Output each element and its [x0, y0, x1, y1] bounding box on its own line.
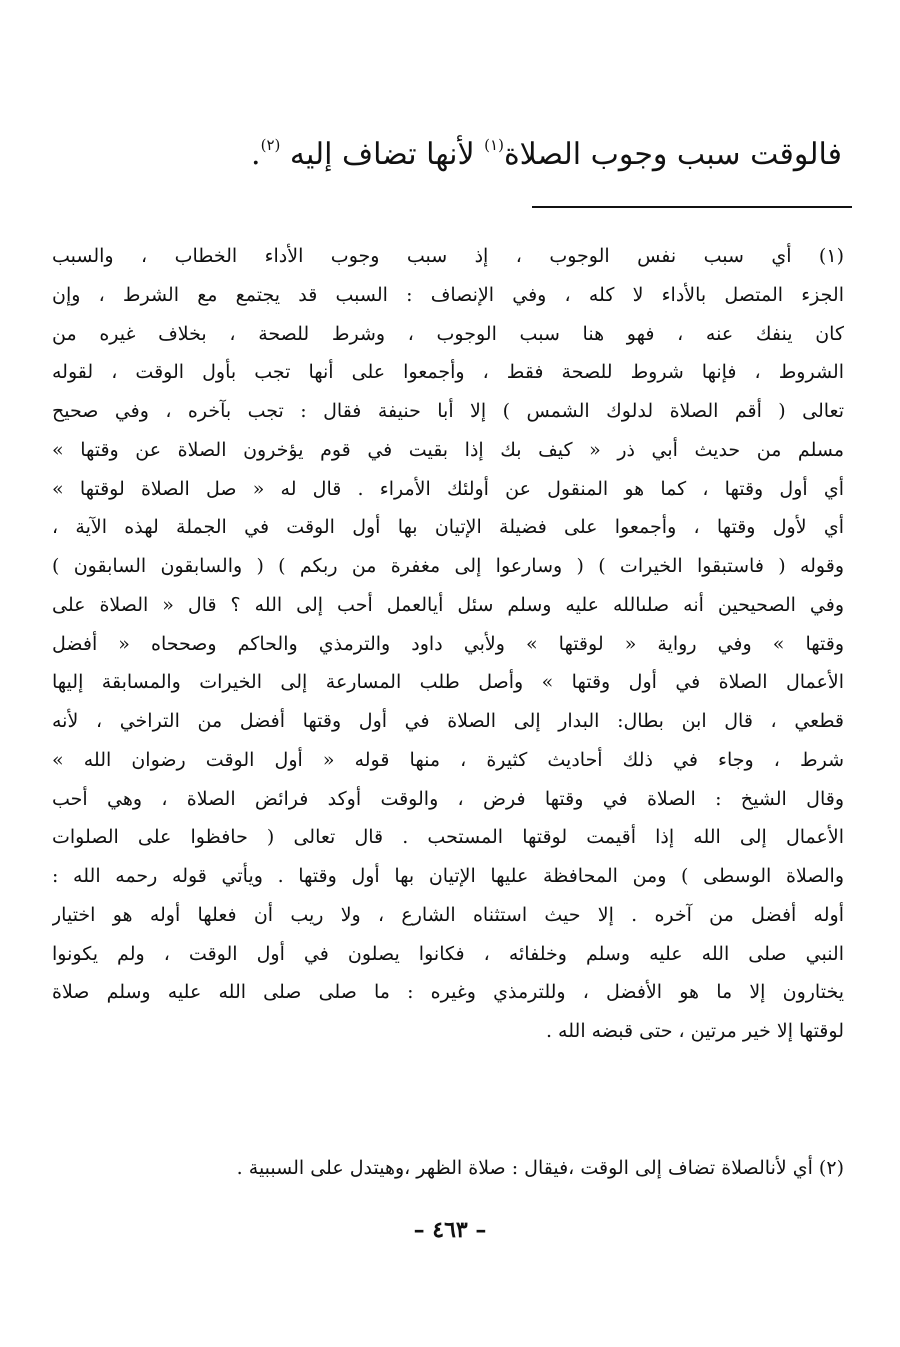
footnote-line: شرط ، وجاء في ذلك أحاديث كثيرة ، منها قوله « أول الوقت رضوان الله »: [52, 748, 844, 771]
footnote-line: الأعمال الصلاة في أول وقتها » وأصل طلب المسارعة إلى الخيرات والمسابقة إليها: [52, 671, 844, 694]
footnote-line: والصلاة الوسطى ) ومن المحافظة عليها الإتيان بها أول وقتها . ويأتي قوله رحمه الله :: [52, 865, 844, 887]
main-text-end: .: [251, 137, 261, 172]
main-text-part-2: لأنها تضاف إليه: [280, 137, 485, 172]
main-text-line: [60, 125, 842, 185]
footnote-line: (١) أي سبب نفس الوجوب ، إذ سبب وجوب الأداء الخطاب ، والسبب: [52, 245, 844, 267]
footnote-line: أي لأول وقتها ، وأجمعوا على فضيلة الإتيان بها أول الوقت في الجملة لهذه الآية ،: [52, 516, 844, 539]
main-text-part-1: فالوقت سبب وجوب الصلاة: [503, 137, 842, 172]
footnote-1: [52, 237, 844, 1051]
footnote-line: وقال الشيخ : الصلاة في وقتها فرض ، والوقت أوكد فرائض الصلاة ، وهي أحب: [52, 787, 844, 810]
footnote-line: الجزء المتصل بالأداء لا كله ، وفي الإنصاف : السبب قد يجتمع مع الشرط ، وإن: [52, 283, 844, 306]
footnote-line: يختارون إلا ما هو الأفضل ، وللترمذي وغيره : ما صلى صلى الله عليه وسلم صلاة: [52, 981, 844, 1004]
footnote-line: أي أول وقتها ، كما هو المنقول عن أولئك الأمراء . قال له « صل الصلاة لوقتها »: [52, 477, 844, 500]
footnote-line: وفي الصحيحين أنه صلىالله عليه وسلم سئل أيالعمل أحب إلى الله ؟ قال « الصلاة على: [52, 593, 844, 616]
footnote-line: الأعمال إلى الله إذا أقيمت لوقتها المستحب . قال تعالى ( حافظوا على الصلوات: [52, 826, 844, 849]
footnote-line: أوله أفضل من آخره . إلا حيث استثناه الشارع ، ولا ريب أن فعلها أوله هو اختيار: [52, 903, 844, 926]
footnote-line: النبي صلى الله عليه وسلم وخلفائه ، فكانوا يصلون في أول الوقت ، ولم يكونوا: [52, 942, 844, 965]
footnote-ref-1: (١): [484, 136, 504, 154]
footnote-line: قطعي ، قال ابن بطال: البدار إلى الصلاة في أول وقتها أفضل من التراخي ، لأنه: [52, 710, 844, 732]
page-number: – ٤٦٣ –: [413, 1217, 487, 1243]
footnote-line: تعالى ( أقم الصلاة لدلوك الشمس ) إلا أبا حنيفة فقال : تجب بآخره ، وفي صحيح: [52, 400, 844, 422]
footnote-line: لوقتها إلا خير مرتين ، حتى قبضه الله .: [545, 1020, 844, 1042]
footnote-line: وقتها » وفي رواية « لوقتها » ولأبي داود والترمذي والحاكم وصححاه « أفضل: [52, 632, 844, 655]
footnote-line: وقوله ( فاستبقوا الخيرات ) ( وسارعوا إلى مغفرة من ربكم ) ( والسابقون السابقون ): [52, 555, 844, 577]
footnote-line: كان ينفك عنه ، فهو هنا سبب الوجوب ، وشرط للصحة ، بخلاف غيره من: [52, 322, 844, 345]
footnote-separator: [532, 206, 852, 208]
footnote-2: (٢) أي لأنالصلاة تضاف إلى الوقت ،فيقال : صلاة الظهر ،وهيتدل على السببية .: [236, 1157, 844, 1179]
footnote-line: الشروط ، فإنها شروط للصحة فقط ، وأجمعوا على أنها تجب بأول الوقت ، لقوله: [52, 361, 844, 384]
footnote-line: مسلم من حديث أبي ذر « كيف بك إذا بقيت في قوم يؤخرون الصلاة عن وقتها »: [52, 438, 844, 461]
footnote-ref-2: (٢): [260, 136, 281, 154]
